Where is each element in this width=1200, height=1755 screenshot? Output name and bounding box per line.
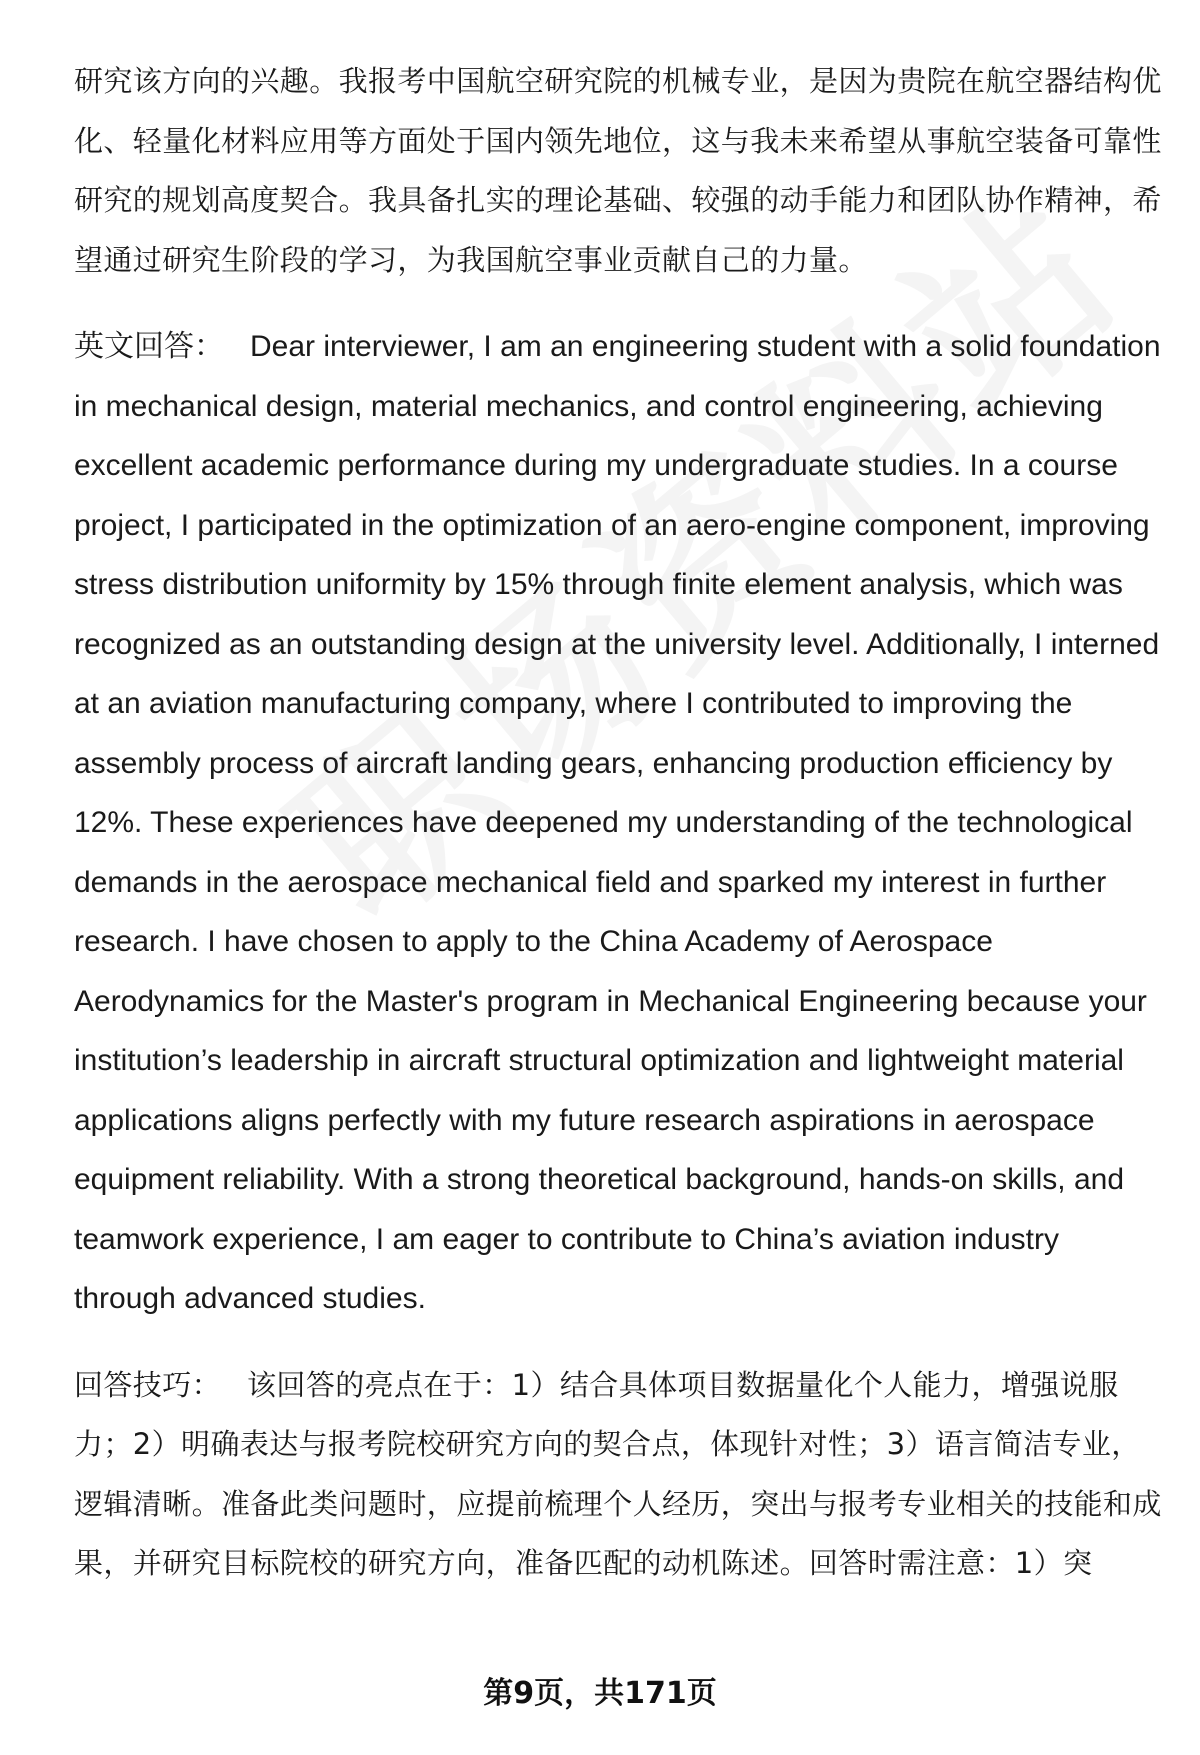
paragraph-zh-continued: 研究该方向的兴趣。我报考中国航空研究院的机械专业，是因为贵院在航空器结构优化、轻量化材料应用等方面处于国内领先地位，这与我未来希望从事航空装备可靠性研究的规划高度契合。我具备扎实的理论基础、较强的动手能力和团队协作精神，希望通过研究生阶段的学习，为我国航空事业贡献自己的力量。	[74, 64, 1162, 277]
answer-tips-label: 回答技巧：	[74, 1367, 222, 1402]
document-page	[74, 52, 1164, 1594]
english-answer-label: 英文回答：	[74, 330, 224, 363]
english-answer-text: Dear interviewer, I am an engineering student with a solid foundation in mechanical design, material mechanics, and control engineering, achieving excellent academic performance during my undergraduate studies. In a course project, I participated in the optimization of an aero-engine component, improving stress distribution uniformity by 15% through finite element analysis, which was recognized as an outstanding design at the university level. Additionally, I interned at an aviation manufacturing company, where I contributed to improving the assembly process of aircraft landing gears, enhancing production efficiency by 12%. These experiences have deepened my understanding of the technological demands in the aerospace mechanical field and sparked my interest in further research. I have chosen to apply to the China Academy of Aerospace Aerodynamics for the Master's program in Mechanical Engineering because your institution’s leadership in aircraft structural optimization and lightweight material applications aligns perfectly with my future research aspirations in aerospace equipment reliability. With a strong theoretical background, hands-on skills, and teamwork experience, I am eager to contribute to China’s aviation industry through advanced studies.	[74, 330, 1161, 1315]
page-number-footer: 第9页，共171页	[483, 1676, 717, 1711]
english-answer-paragraph	[74, 317, 1164, 1329]
answer-tips-paragraph	[74, 1356, 1164, 1594]
answer-tips-text: 该回答的亮点在于：1）结合具体项目数据量化个人能力，增强说服力；2）明确表达与报考院校研究方向的契合点，体现针对性；3）语言简洁专业，逻辑清晰。准备此类问题时，应提前梳理个人经历，突出与报考专业相关的技能和成果，并研究目标院校的研究方向，准备匹配的动机陈述。回答时需注意：1）突	[74, 1367, 1162, 1580]
